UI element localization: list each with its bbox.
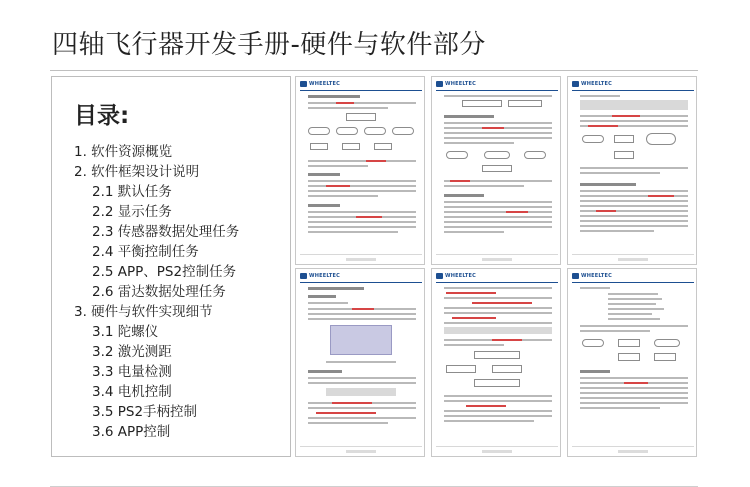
page-thumbnail-5	[431, 268, 561, 457]
brand-logo-icon	[572, 273, 579, 279]
toc-heading: 目录:	[74, 103, 130, 129]
page-thumbnail-2	[431, 76, 561, 265]
brand-logo-icon	[300, 81, 307, 87]
page-thumbnails	[295, 76, 698, 457]
toc-item: 3.4 电机控制	[92, 384, 172, 400]
toc-item: 3.6 APP控制	[92, 424, 171, 440]
toc-item: 2.4 平衡控制任务	[92, 244, 199, 260]
brand-logo-text: WHEELTEC	[309, 81, 340, 87]
toc-item: 3.2 激光测距	[92, 344, 172, 360]
brand-logo-icon	[572, 81, 579, 87]
table-of-contents	[51, 76, 291, 457]
brand-logo-text: WHEELTEC	[581, 81, 612, 87]
page-thumbnail-4	[295, 268, 425, 457]
toc-item: 2.6 雷达数据处理任务	[92, 284, 226, 300]
page-thumbnail-3	[567, 76, 697, 265]
toc-item: 2.2 显示任务	[92, 204, 172, 220]
toc-item: 2.5 APP、PS2控制任务	[92, 264, 237, 280]
toc-item: 2. 软件框架设计说明	[74, 164, 200, 180]
brand-logo-text: WHEELTEC	[445, 273, 476, 279]
toc-item: 2.3 传感器数据处理任务	[92, 224, 240, 240]
toc-list	[74, 142, 288, 442]
toc-item: 1. 软件资源概览	[74, 144, 173, 160]
brand-logo-icon	[436, 273, 443, 279]
page-title: 四轴飞行器开发手册-硬件与软件部分	[52, 30, 486, 60]
page-thumbnail-1	[295, 76, 425, 265]
page-thumbnail-6	[567, 268, 697, 457]
brand-logo-icon	[436, 81, 443, 87]
toc-item: 3.1 陀螺仪	[92, 324, 159, 340]
toc-item: 2.1 默认任务	[92, 184, 172, 200]
brand-logo-text: WHEELTEC	[581, 273, 612, 279]
toc-item: 3. 硬件与软件实现细节	[74, 304, 213, 320]
brand-logo-text: WHEELTEC	[309, 273, 340, 279]
toc-item: 3.5 PS2手柄控制	[92, 404, 198, 420]
toc-item: 3.3 电量检测	[92, 364, 172, 380]
title-divider	[50, 70, 698, 71]
brand-logo-text: WHEELTEC	[445, 81, 476, 87]
brand-logo-icon	[300, 273, 307, 279]
